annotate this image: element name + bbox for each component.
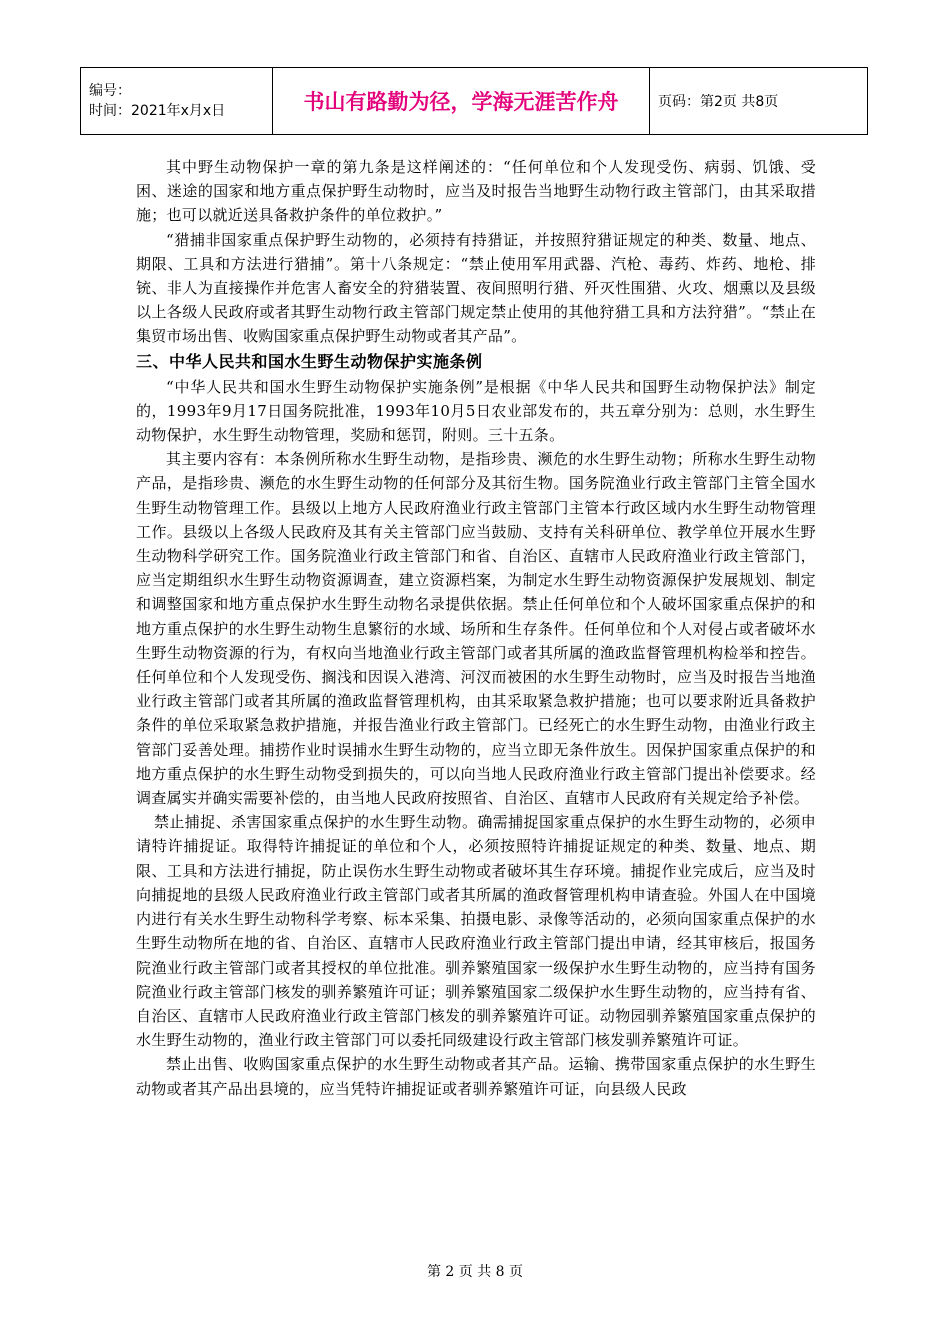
paragraph: 其主要内容有：本条例所称水生野生动物，是指珍贵、濒危的水生野生动物；所称水生野生动物产品，是指珍贵、濒危的水生野生动物的任何部分及其衍生物。国务院渔业行政主管部门主管全国水生野生动物管理工作。县级以上地方人民政府渔业行政主管部门主管本行政区域内水生野生动物管理工作。县级以上各级人民政府及其有关主管部门应当鼓励、支持有关科研单位、教学单位开展水生野生动物科学研究工作。国务院渔业行政主管部门和省、自治区、直辖市人民政府渔业行政主管部门，应当定期组织水生野生动物资源调查，建立资源档案，为制定水生野生动物资源保护发展规划、制定和调整国家和地方重点保护水生野生动物名录提供依据。禁止任何单位和个人破坏国家重点保护的和地方重点保护的水生野生动物生息繁衍的水域、场所和生存条件。任何单位和个人对侵占或者破坏水生野生动物资源的行为，有权向当地渔业行政主管部门或者其所属的渔政监督管理机构检举和控告。任何单位和个人发现受伤、搁浅和因误入港湾、河汊而被困的水生野生动物时，应当及时报告当地渔业行政主管部门或者其所属的渔政监督管理机构，由其采取紧急救护措施；也可以要求附近具备救护条件的单位采取紧急救护措施，并报告渔业行政主管部门。已经死亡的水生野生动物，由渔业行政主管部门妥善处理。捕捞作业时误捕水生野生动物的，应当立即无条件放生。因保护国家重点保护的和地方重点保护的水生野生动物受到损失的，可以向当地人民政府渔业行政主管部门提出补偿要求。经调查属实并确实需要补偿的，由当地人民政府按照省、自治区、直辖市人民政府有关规定给予补偿。 <box>136 450 816 808</box>
paragraph: “中华人民共和国水生野生动物保护实施条例”是根据《中华人民共和国野生动物保护法》制定的，1993年9月17日国务院批准，1993年10月5日农业部发布的，共五章分别为：总则，水生野生动物保护，水生野生动物管理，奖励和惩罚，附则。三十五条。 <box>136 377 816 445</box>
header-meta <box>81 68 273 135</box>
document-body <box>136 155 816 1101</box>
page-header <box>80 67 868 135</box>
document-number-label: 编号： <box>89 83 131 99</box>
header-motto: 书山有路勤为径，学海无涯苦作舟 <box>273 68 650 135</box>
document-date-label: 时间：2021年x月x日 <box>89 103 226 119</box>
paragraph: “猎捕非国家重点保护野生动物的，必须持有持猎证，并按照狩猎证规定的种类、数量、地点、期限、工具和方法进行猎捕”。第十八条规定：“禁止使用军用武器、汽枪、毒药、炸药、地枪、排铳、非人为直接操作并危害人畜安全的狩猎装置、夜间照明行猎、歼灭性围猎、火攻、烟熏以及县级以上各级人民政府或者其野生动物行政主管部门规定禁止使用的其他狩猎工具和方法狩猎”。“禁止在集贸市场出售、收购国家重点保护野生动物或者其产品”。 <box>136 230 816 346</box>
section-heading: 三、中华人民共和国水生野生动物保护实施条例 <box>136 351 483 371</box>
page-footer: 第 2 页 共 8 页 <box>426 1264 524 1280</box>
paragraph: 禁止出售、收购国家重点保护的水生野生动物或者其产品。运输、携带国家重点保护的水生野生动物或者其产品出县境的，应当凭特许捕捉证或者驯养繁殖许可证，向县级人民政 <box>136 1055 816 1098</box>
paragraph: 其中野生动物保护一章的第九条是这样阐述的：“任何单位和个人发现受伤、病弱、饥饿、受困、迷途的国家和地方重点保护野生动物时，应当及时报告当地野生动物行政主管部门，由其采取措施；也可以就近送具备救护条件的单位救护。” <box>136 158 816 225</box>
header-page-number: 页码：第2页 共8页 <box>650 68 868 135</box>
paragraph: 禁止捕捉、杀害国家重点保护的水生野生动物。确需捕捉国家重点保护的水生野生动物的，必须申请特许捕捉证。取得特许捕捉证的单位和个人，必须按照特许捕捉证规定的种类、数量、地点、期限、工具和方法进行捕捉，防止误伤水生野生动物或者破坏其生存环境。捕捉作业完成后，应当及时向捕捉地的县级人民政府渔业行政主管部门或者其所属的渔政督管理机构申请查验。外国人在中国境内进行有关水生野生动物科学考察、标本采集、拍摄电影、录像等活动的，必须向国家重点保护的水生野生动物所在地的省、自治区、直辖市人民政府渔业行政主管部门提出申请，经其审核后，报国务院渔业行政主管部门或者其授权的单位批准。驯养繁殖国家一级保护水生野生动物的，应当持有国务院渔业行政主管部门核发的驯养繁殖许可证；驯养繁殖国家二级保护水生野生动物的，应当持有省、自治区、直辖市人民政府渔业行政主管部门核发的驯养繁殖许可证。动物园驯养繁殖国家重点保护的水生野生动物的，渔业行政主管部门可以委托同级建设行政主管部门核发驯养繁殖许可证。 <box>136 813 816 1050</box>
